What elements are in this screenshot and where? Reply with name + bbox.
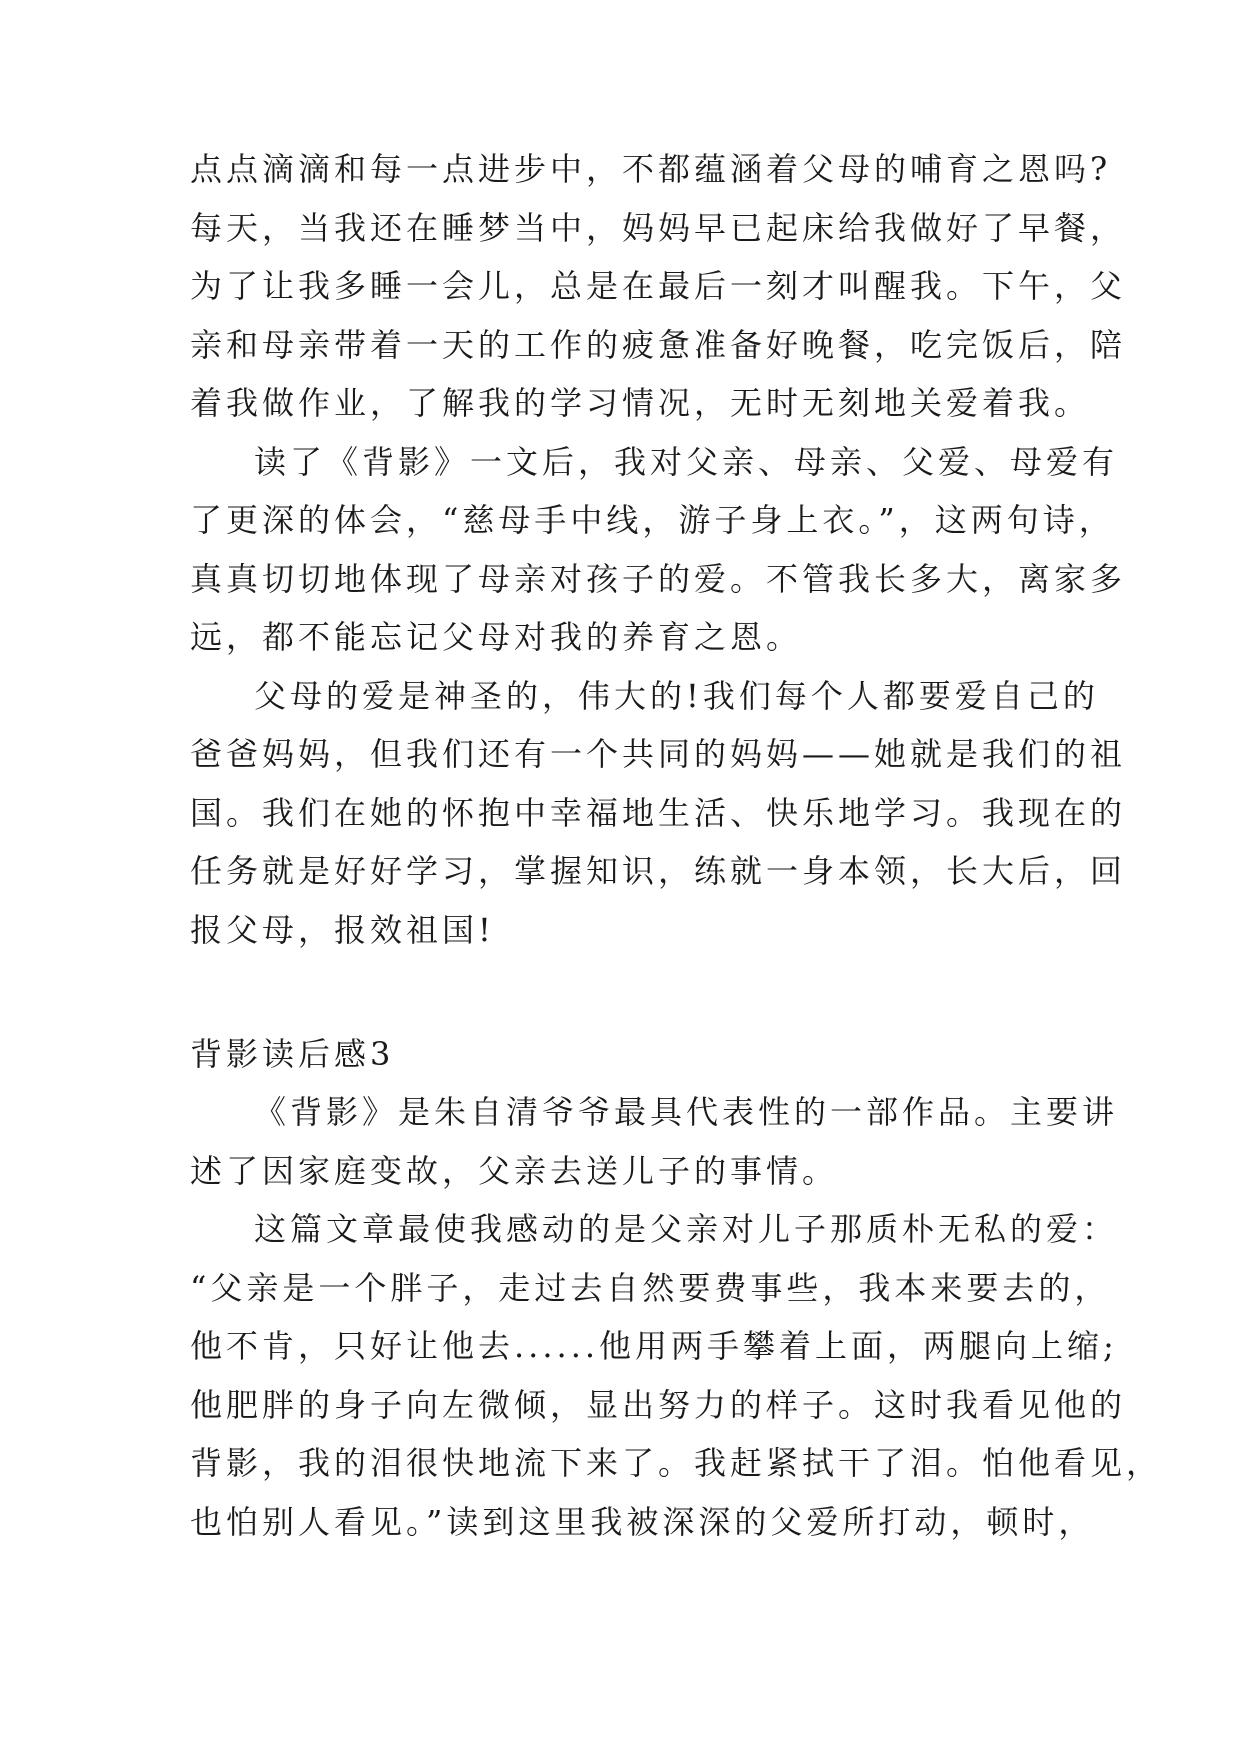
text-line: 报父母，报效祖国!: [190, 910, 495, 949]
paragraph-first-line: 父母的爱是神圣的，伟大的!我们每个人都要爱自己的: [254, 676, 1099, 715]
text-line: 述了因家庭变故，父亲去送儿子的事情。: [190, 1151, 839, 1190]
paragraph-first-line: 《背影》是朱自清爷爷最具代表性的一部作品。主要讲: [254, 1093, 1119, 1131]
text-line: 爸爸妈妈，但我们还有一个共同的妈妈——她就是我们的祖: [190, 735, 1127, 773]
text-line: 了更深的体会，“慈母手中线，游子身上衣。”，这两句诗，: [190, 501, 1115, 539]
text-line: 点点滴滴和每一点进步中，不都蕴涵着父母的哺育之恩吗?: [190, 150, 1112, 188]
essay-section-1: [190, 140, 1127, 959]
text-line: 任务就是好好学习，掌握知识，练就一身本领，长大后，回: [190, 852, 1127, 890]
section-heading-block: [190, 1025, 1070, 1084]
text-line: 着我做作业，了解我的学习情况，无时无刻地关爱着我。: [190, 384, 1091, 422]
section-title: 背影读后感3: [190, 1035, 395, 1073]
essay-section-2: [190, 1083, 1163, 1551]
text-line: 他不肯，只好让他去......他用两手攀着上面，两腿向上缩;: [190, 1327, 1118, 1365]
text-line: 亲和母亲带着一天的工作的疲惫准备好晚餐，吃完饭后，陪: [190, 325, 1127, 364]
text-line: 真真切切地体现了母亲对孩子的爱。不管我长多大，离家多: [190, 559, 1127, 598]
text-line: 每天，当我还在睡梦当中，妈妈早已起床给我做好了早餐，: [190, 208, 1127, 247]
text-line: “父亲是一个胖子，走过去自然要费事些，我本来要去的，: [190, 1268, 1111, 1307]
text-line: 他肥胖的身子向左微倾，显出努力的样子。这时我看见他的: [190, 1385, 1127, 1424]
text-line: 远，都不能忘记父母对我的养育之恩。: [190, 618, 803, 656]
text-line: 背影，我的泪很快地流下来了。我赶紧拭干了泪。怕他看见，: [190, 1444, 1163, 1482]
text-line: 国。我们在她的怀抱中幸福地生活、快乐地学习。我现在的: [190, 793, 1127, 832]
paragraph-first-line: 这篇文章最使我感动的是父亲对儿子那质朴无私的爱：: [254, 1210, 1119, 1248]
paragraph-first-line: 读了《背影》一文后，我对父亲、母亲、父爱、母爱有: [254, 442, 1119, 481]
text-line: 为了让我多睡一会儿，总是在最后一刻才叫醒我。下午，父: [190, 267, 1127, 305]
text-line: 也怕别人看见。”读到这里我被深深的父爱所打动，顿时，: [190, 1502, 1095, 1541]
